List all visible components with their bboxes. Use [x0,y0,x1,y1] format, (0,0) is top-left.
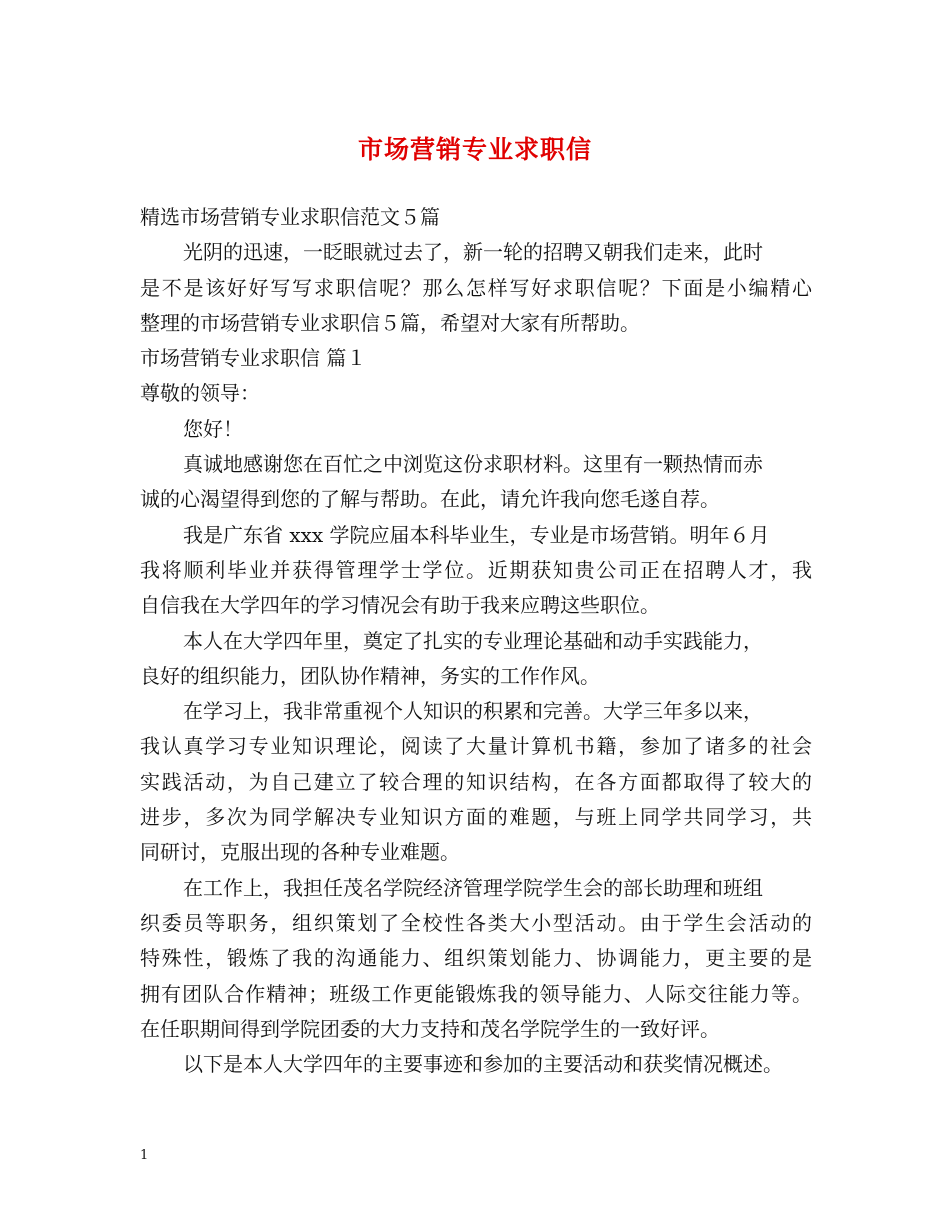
text-line: 良好的组织能力，团队协作精神，务实的工作作风。 [140,663,600,688]
text-line: 我是广东省 xxx 学院应届本科毕业生，专业是市场营销。明年６月 [183,522,770,547]
text-line: 真诚地感谢您在百忙之中浏览这份求职材料。这里有一颗热情而赤 [183,452,763,477]
page-number: 1 [140,1148,149,1163]
text-line: 光阴的迅速，一眨眼就过去了，新一轮的招聘又朝我们走来，此时 [183,240,763,265]
text-line: 您好！ [183,416,243,441]
text-line: 整理的市场营销专业求职信５篇，希望对大家有所帮助。 [140,310,640,335]
text-line: 本人在大学四年里，奠定了扎实的专业理论基础和动手实践能力， [183,628,763,653]
text-line: 尊敬的领导： [140,381,260,406]
text-line: 织委员等职务，组织策划了全校性各类大小型活动。由于学生会活动的 [140,910,812,935]
text-line: 我将顺利毕业并获得管理学士学位。近期获知贵公司正在招聘人才，我 [140,557,812,582]
text-line: 特殊性，锻炼了我的沟通能力、组织策划能力、协调能力，更主要的是 [140,946,812,971]
text-line: 自信我在大学四年的学习情况会有助于我来应聘这些职位。 [140,593,660,618]
text-line: 进步，多次为同学解决专业知识方面的难题，与班上同学共同学习，共 [140,805,812,830]
text-line: 在学习上，我非常重视个人知识的积累和完善。大学三年多以来， [183,699,763,724]
text-line: 在任职期间得到学院团委的大力支持和茂名学院学生的一致好评。 [140,1016,720,1041]
text-line: 拥有团队合作精神；班级工作更能锻炼我的领导能力、人际交往能力等。 [140,981,812,1006]
text-line: 市场营销专业求职信 篇１ [140,346,367,371]
text-line: 我认真学习专业知识理论，阅读了大量计算机书籍，参加了诸多的社会 [140,734,812,759]
document-body [140,200,812,1082]
text-line: 以下是本人大学四年的主要事迹和参加的主要活动和获奖情况概述。 [183,1052,783,1077]
text-line: 是不是该好好写写求职信呢？那么怎样写好求职信呢？下面是小编精心 [140,275,812,300]
text-line: 在工作上，我担任茂名学院经济管理学院学生会的部长助理和班组 [183,875,763,900]
text-line: 实践活动，为自己建立了较合理的知识结构，在各方面都取得了较大的 [140,769,812,794]
document-title: 市场营销专业求职信 [357,135,592,164]
text-line: 精选市场营销专业求职信范文５篇 [140,205,440,229]
text-line: 诚的心渴望得到您的了解与帮助。在此，请允许我向您毛遂自荐。 [140,487,720,512]
text-line: 同研讨，克服出现的各种专业难题。 [140,840,460,865]
